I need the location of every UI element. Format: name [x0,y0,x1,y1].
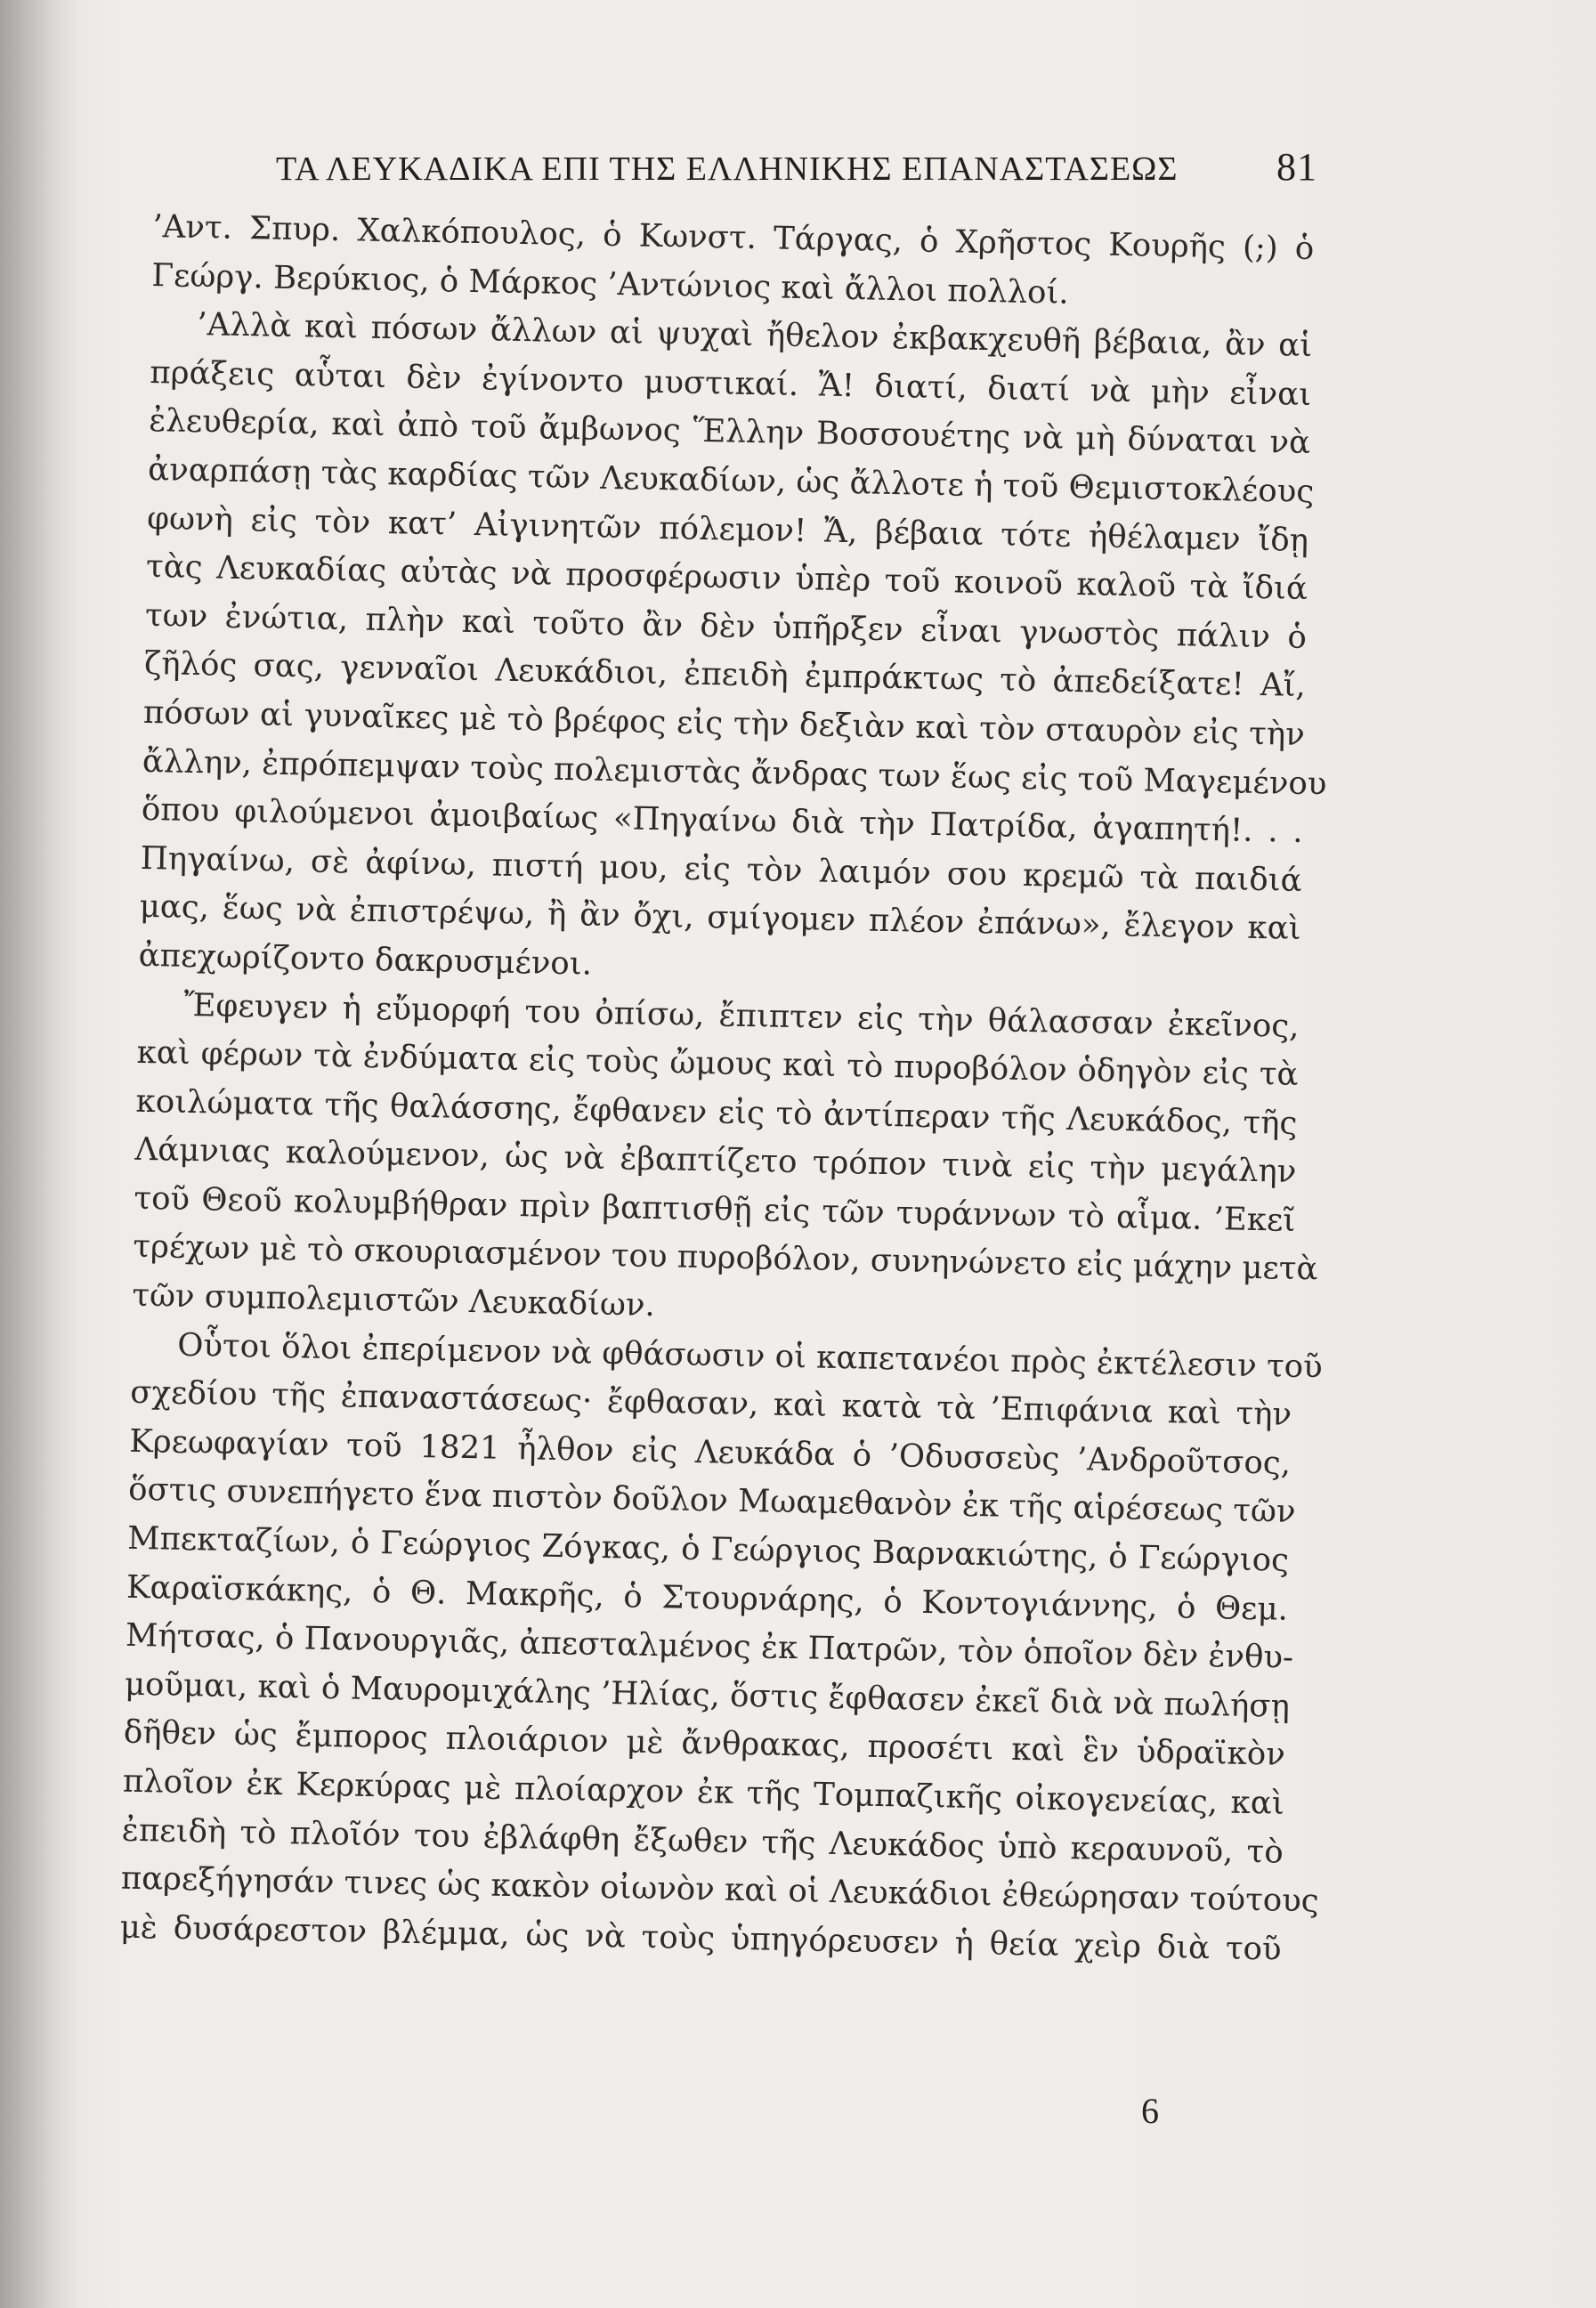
text-line: τρέχων μὲ τὸ σκουριασμένον του πυροβόλον, συνηνώνετο εἰς μάχην μετὰ [133,1228,1318,1288]
body-text [119,203,1327,1974]
spine-shadow [0,0,80,2308]
page-number: 81 [1276,145,1317,189]
text-line: ’Αλλὰ καὶ πόσων ἄλλων αἱ ψυχαὶ ἤθελον ἐκβακχευθῆ βέβαια, ἂν αἱ [196,306,1313,365]
text-line: ἀναρπάσῃ τὰς καρδίας τῶν Λευκαδίων, ὡς ἄλλοτε ἡ τοῦ Θεμιστοκλέους [147,450,1315,511]
text-line: δῆθεν ὡς ἔμπορος πλοιάριον μὲ ἄνθρακας, προσέτι καὶ ἓν ὑδραϊκὸν [123,1714,1286,1774]
text-line: φωνὴ εἰς τὸν κατ’ Αἰγινητῶν πόλεμον! Ἄ, βέβαια τότε ἠθέλαμεν ἴδῃ [146,499,1309,559]
text-line: πλοῖον ἐκ Κερκύρας μὲ πλοίαρχον ἐκ τῆς Τομπαζικῆς οἰκογενείας, καὶ [122,1762,1285,1822]
text-line: Μήτσας, ὁ Πανουργιᾶς, ἀπεσταλμένος ἐκ Πατρῶν, τὸν ὁποῖον δὲν ἐνθυ- [125,1616,1294,1677]
signature-mark: 6 [1141,2091,1159,2131]
text-line: ἀπεχωρίζοντο δακρυσμένοι. [138,936,593,983]
text-line: Γεώργ. Βερύκιος, ὁ Μάρκος ’Αντώνιος καὶ ἄλλοι πολλοί. [151,256,1070,312]
text-line: των ἐνώτια, πλὴν καὶ τοῦτο ἂν δὲν ὑπῆρξεν εἶναι γνωστὸς πάλιν ὁ [144,596,1308,656]
text-line: παρεξήγησάν τινες ὡς κακὸν οἰωνὸν καὶ οἱ Λευκάδιοι ἐθεώρησαν τούτους [120,1859,1320,1920]
text-line: σχεδίου τῆς ἐπαναστάσεως· ἔφθασαν, καὶ κατὰ τὰ ’Επιφάνια καὶ τὴν [129,1374,1292,1434]
text-line: καὶ φέρων τὰ ἐνδύματα εἰς τοὺς ὤμους καὶ τὸ πυροβόλον ὁδηγὸν εἰς τὰ [136,1033,1299,1093]
text-line: μὲ δυσάρεστον βλέμμα, ὡς νὰ τοὺς ὑπηγόρευσεν ἡ θεία χεὶρ διὰ τοῦ [119,1908,1282,1968]
text-line: ἐπειδὴ τὸ πλοῖόν του ἐβλάφθη ἔξωθεν τῆς Λευκάδος ὑπὸ κεραυνοῦ, τὸ [121,1811,1284,1871]
text-line: ὅστις συνεπήγετο ἕνα πιστὸν δοῦλον Μωαμεθανὸν ἐκ τῆς αἱρέσεως τῶν [127,1471,1296,1531]
text-line: ἐλευθερία, καὶ ἀπὸ τοῦ ἄμβωνος Ἕλλην Βοσσουέτης νὰ μὴ δύναται νὰ [148,402,1311,462]
text-line: τοῦ Θεοῦ κολυμβήθραν πρὶν βαπτισθῇ εἰς τῶν τυράννων τὸ αἷμα. ’Εκεῖ [134,1179,1296,1239]
text-line: ’Αντ. Σπυρ. Χαλκόπουλος, ὁ Κωνστ. Τάργας, ὁ Χρῆστος Κουρῆς (;) ὁ [152,207,1315,268]
text-line: Καραϊσκάκης, ὁ Θ. Μακρῆς, ὁ Στουρνάρης, ὁ Κοντογιάννης, ὁ Θεμ. [126,1568,1289,1628]
text-line: κοιλώματα τῆς θαλάσσης, ἔφθανεν εἰς τὸ ἀντίπεραν τῆς Λευκάδος, τῆς [135,1082,1298,1142]
text-line: ἄλλην, ἐπρόπεμψαν τοὺς πολεμιστὰς ἄνδρας των ἕως εἰς τοῦ Μαγεμένου [142,742,1327,802]
text-line: πόσων αἱ γυναῖκες μὲ τὸ βρέφος εἰς τὴν δεξιὰν καὶ τὸν σταυρὸν εἰς τὴν [142,693,1306,753]
text-line: ζῆλός σας, γενναῖοι Λευκάδιοι, ἐπειδὴ ἐμπράκτως τὸ ἀπεδείξατε! Αἴ, [143,645,1307,705]
text-line: τὰς Λευκαδίας αὐτὰς νὰ προσφέρωσιν ὑπὲρ τοῦ κοινοῦ καλοῦ τὰ ἴδιά [145,548,1308,608]
text-line: μας, ἕως νὰ ἐπιστρέψω, ἢ ἂν ὄχι, σμίγομεν πλέον ἐπάνω», ἔλεγον καὶ [139,888,1301,948]
text-line: Οὗτοι ὅλοι ἐπερίμενον νὰ φθάσωσιν οἱ καπετανέοι πρὸς ἐκτέλεσιν τοῦ [176,1326,1324,1386]
text-line: Λάμνιας καλούμενον, ὡς νὰ ἐβαπτίζετο τρόπον τινὰ εἰς τὴν μεγάλην [134,1131,1297,1191]
text-line: Κρεωφαγίαν τοῦ 1821 ἦλθον εἰς Λευκάδα ὁ ’Οδυσσεὺς ’Ανδροῦτσος, [128,1422,1292,1482]
running-header [276,144,1317,190]
text-line: ὅπου φιλούμενοι ἀμοιβαίως «Πηγαίνω διὰ τὴν Πατρίδα, ἀγαπητή!. . . [141,791,1304,851]
text-line: Μπεκταζίων, ὁ Γεώργιος Ζόγκας, ὁ Γεώργιος Βαρνακιώτης, ὁ Γεώργιος [126,1519,1290,1579]
text-line: τῶν συμπολεμιστῶν Λευκαδίων. [132,1276,656,1324]
text-line: μοῦμαι, καὶ ὁ Μαυρομιχάλης ’Ηλίας, ὅστις ἔφθασεν ἐκεῖ διὰ νὰ πωλήσῃ [124,1665,1291,1725]
running-title: ΤΑ ΛΕΥΚΑΔΙΚΑ ΕΠΙ ΤΗΣ ΕΛΛΗΝΙΚΗΣ ΕΠΑΝΑΣΤΑΣΕΩΣ [276,150,1179,188]
text-line: Πηγαίνω, σὲ ἀφίνω, πιστή μου, εἰς τὸν λαιμόν σου κρεμῶ τὰ παιδιά [140,839,1303,899]
text-line: πράξεις αὗται δὲν ἐγίνοντο μυστικαί. Ἄ! διατί, διατί νὰ μὴν εἶναι [149,353,1312,413]
text-line: Ἔφευγεν ἡ εὔμορφή του ὀπίσω, ἔπιπτεν εἰς τὴν θάλασσαν ἐκεῖνος, [183,986,1300,1045]
